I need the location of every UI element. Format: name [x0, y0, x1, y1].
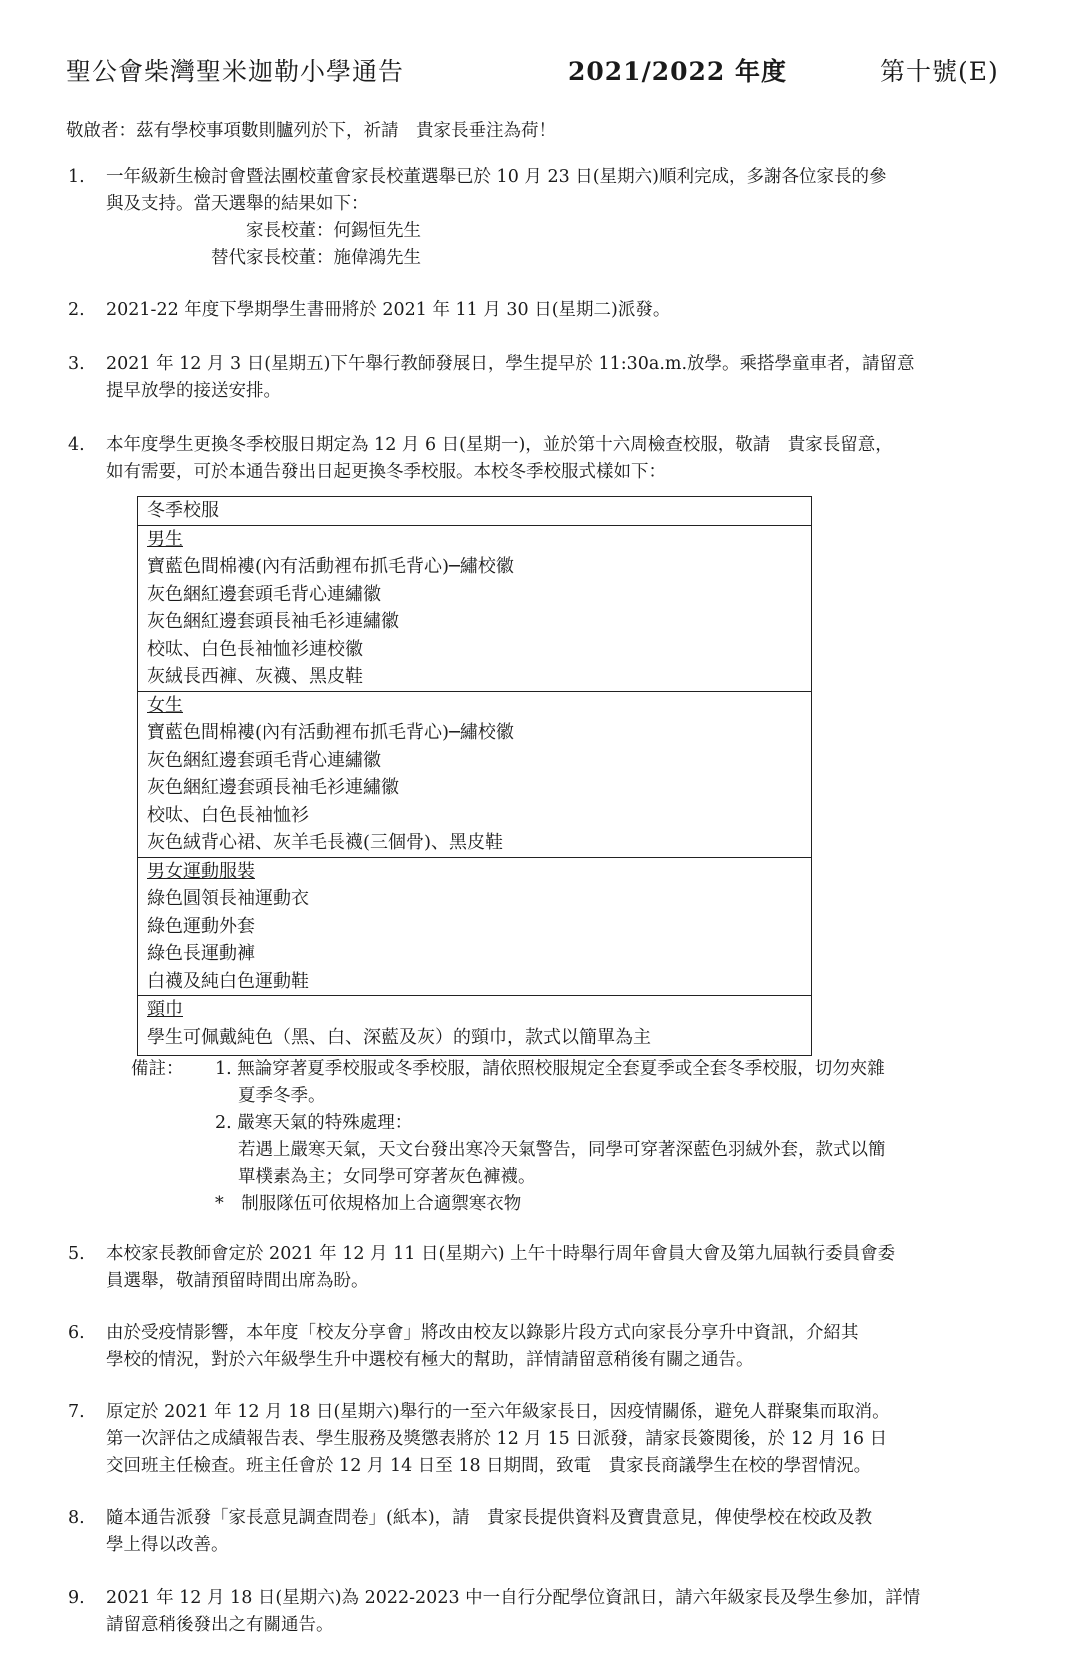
uniform-item: 學生可佩戴純色（黑、白、深藍及灰）的頸巾，款式以簡單為主: [147, 1026, 651, 1048]
uniform-item: 校呔、白色長袖恤衫連校徽: [147, 638, 363, 660]
item-line: 第一次評估之成績報告表、學生服務及獎懲表將於 12 月 15 日派發，請家長簽閱後，於 12 月 16 日: [106, 1429, 888, 1449]
item-line: 2021 年 12 月 3 日(星期五)下午舉行教師發展日，學生提早於 11:30a.m.放學。乘搭學童車者，請留意: [106, 354, 915, 374]
section-heading: 頸巾: [147, 999, 183, 1020]
uniform-section-sportswear: [138, 857, 811, 996]
uniform-section-boys: [138, 525, 811, 691]
uniform-section-girls: [138, 691, 811, 857]
item-number: 5.: [68, 1244, 85, 1264]
item-line: 提早放學的接送安排。: [106, 381, 281, 401]
uniform-table-title: 冬季校服: [147, 500, 219, 521]
item-number: 3.: [68, 354, 85, 374]
item-line: 由於受疫情影響，本年度「校友分享會」將改由校友以錄影片段方式向家長分享升中資訊，介紹其: [106, 1323, 859, 1343]
school-year: 2021/2022 年度: [568, 57, 787, 86]
item-line: 學校的情況，對於六年級學生升中選校有極大的幫助，詳情請留意稍後有關之通告。: [106, 1350, 754, 1370]
greeting: 敬啟者：茲有學校事項數則臚列於下，祈請 貴家長垂注為荷！: [66, 121, 556, 141]
item-number: 6.: [68, 1323, 85, 1343]
item-line: 隨本通告派發「家長意見調查問卷」(紙本)，請 貴家長提供資料及寶貴意見，俾使學校在校政及教: [106, 1508, 873, 1528]
uniform-item: 灰色綑紅邊套頭毛背心連繡徽: [147, 749, 381, 771]
uniform-item: 綠色圓領長袖運動衣: [147, 888, 309, 909]
section-heading: 男生: [147, 528, 183, 550]
uniform-item: 校呔、白色長袖恤衫: [147, 804, 309, 826]
uniform-section-scarf: [138, 995, 811, 1051]
remarks-label: 備註：: [131, 1059, 184, 1079]
item-number: 1.: [68, 167, 85, 187]
item-number: 2.: [68, 300, 85, 320]
section-heading: 男女運動服裝: [147, 860, 255, 882]
remark-line: 單樸素為主；女同學可穿著灰色褲襪。: [238, 1167, 536, 1187]
remark-line: 若遇上嚴寒天氣，天文台發出寒冷天氣警告，同學可穿著深藍色羽絨外套，款式以簡: [238, 1140, 886, 1160]
uniform-item: 寶藍色間棉褸(內有活動裡布抓毛背心)─繡校徽: [147, 556, 514, 577]
item-line: 如有需要，可於本通告發出日起更換冬季校服。本校冬季校服式樣如下：: [106, 462, 666, 482]
uniform-item: 綠色長運動褲: [147, 943, 255, 964]
item-line: 交回班主任檢查。班主任會於 12 月 14 日至 18 日期間，致電 貴家長商議學生在校的學習情況。: [106, 1456, 872, 1476]
remark-line: * 制服隊伍可依規格加上合適禦寒衣物: [215, 1194, 522, 1214]
item-number: 7.: [68, 1402, 85, 1422]
item-line: 一年級新生檢討會暨法團校董會家長校董選舉已於 10 月 23 日(星期六)順利完成，多謝各位家長的參: [106, 167, 887, 187]
uniform-item: 寶藍色間棉褸(內有活動裡布抓毛背心)─繡校徽: [147, 722, 514, 743]
uniform-item: 灰色綑紅邊套頭毛背心連繡徽: [147, 583, 381, 605]
notice-number: 第十號(E): [880, 57, 999, 86]
uniform-item: 綠色運動外套: [147, 915, 255, 937]
item-number: 4.: [68, 435, 85, 455]
item-number: 9.: [68, 1588, 85, 1608]
item-line: 學上得以改善。: [106, 1535, 229, 1555]
item-line: 本校家長教師會定於 2021 年 12 月 11 日(星期六) 上午十時舉行周年會員大會及第九屆執行委員會委: [106, 1244, 896, 1264]
item-line: 2021-22 年度下學期學生書冊將於 2021 年 11 月 30 日(星期二)派發。: [106, 300, 671, 320]
item-line: 員選舉，敬請預留時間出席為盼。: [106, 1271, 369, 1291]
item-line: 2021 年 12 月 18 日(星期六)為 2022-2023 中一自行分配學位資訊日，請六年級家長及學生參加，詳情: [106, 1588, 921, 1608]
remark-line: 1. 無論穿著夏季校服或冬季校服，請依照校服規定全套夏季或全套冬季校服，切勿夾雜: [215, 1059, 885, 1079]
school-name: 聖公會柴灣聖米迦勒小學通告: [66, 57, 405, 86]
item-number: 8.: [68, 1508, 85, 1528]
item-line: 家長校董：何錫恒先生: [106, 221, 421, 241]
item-line: 與及支持。當天選舉的結果如下：: [106, 194, 369, 214]
uniform-item: 白襪及純白色運動鞋: [147, 970, 309, 992]
uniform-item: 灰色絨背心裙、灰羊毛長襪(三個骨)、黑皮鞋: [147, 832, 504, 853]
uniform-item: 灰色綑紅邊套頭長袖毛衫連繡徽: [147, 611, 399, 632]
remark-line: 夏季冬季。: [238, 1086, 326, 1106]
section-heading: 女生: [147, 694, 183, 716]
item-line: 原定於 2021 年 12 月 18 日(星期六)舉行的一至六年級家長日，因疫情關係，避免人群聚集而取消。: [106, 1402, 890, 1422]
item-line: 請留意稍後發出之有關通告。: [106, 1615, 334, 1635]
uniform-item: 灰絨長西褲、灰襪、黑皮鞋: [147, 666, 363, 687]
uniform-item: 灰色綑紅邊套頭長袖毛衫連繡徽: [147, 777, 399, 798]
item-line: 本年度學生更換冬季校服日期定為 12 月 6 日(星期一)，並於第十六周檢查校服，敬請 貴家長留意，: [106, 435, 893, 455]
item-line: 替代家長校董：施偉鴻先生: [106, 248, 421, 268]
uniform-table: [137, 496, 812, 1056]
uniform-title-section: [138, 497, 811, 525]
remark-line: 2. 嚴寒天氣的特殊處理：: [215, 1113, 413, 1133]
